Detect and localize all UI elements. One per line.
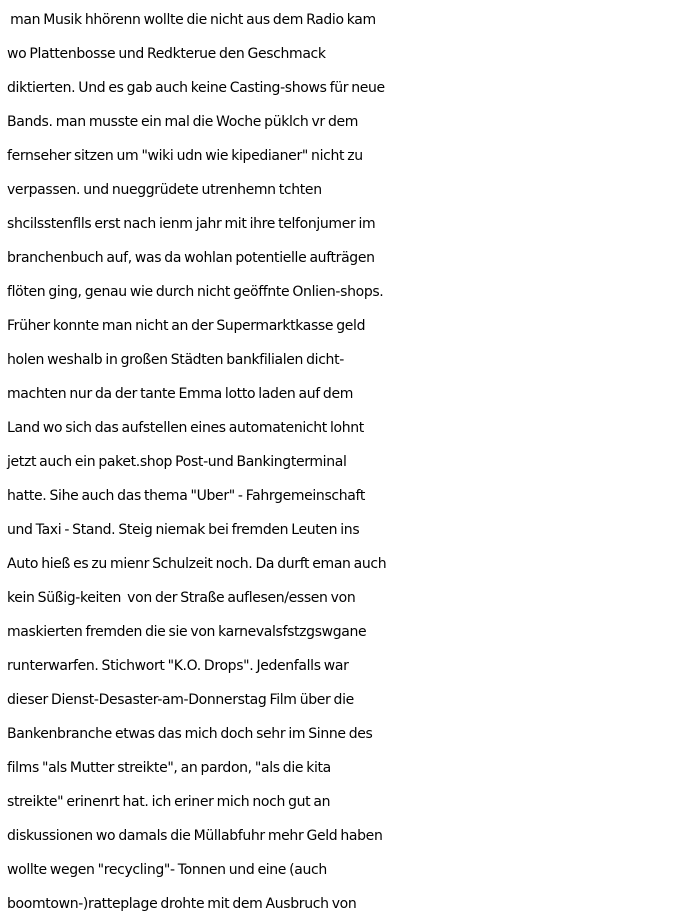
text-line: Land wo sich das aufstellen eines automatenicht lohnt <box>7 420 364 436</box>
text-line: hatte. Sihe auch das thema "Uber" - Fahrgemeinschaft <box>7 488 365 504</box>
text-line: dieser Dienst-Desaster-am-Donnerstag Film über die <box>7 692 354 708</box>
text-line: streikte" erinenrt hat. ich eriner mich noch gut an <box>7 794 331 810</box>
text-line: Bankenbranche etwas das mich doch sehr im Sinne des <box>7 726 373 742</box>
text-line: Bands. man musste ein mal die Woche püklch vr dem <box>7 114 359 130</box>
text-line: kein Süßig-keiten von der Straße auflesen/essen von <box>7 590 356 606</box>
text-line: runterwarfen. Stichwort "K.O. Drops". Jedenfalls war <box>7 658 349 674</box>
text-line: Früher konnte man nicht an der Supermarktkasse geld <box>7 318 366 334</box>
text-line: verpassen. und nueggrüdete utrenhemn tchten <box>7 182 322 198</box>
text-line: diktierten. Und es gab auch keine Casting-shows für neue <box>7 80 385 96</box>
text-line: wo Plattenbosse und Redkterue den Geschmack <box>7 46 326 62</box>
text-line: films "als Mutter streikte", an pardon, "als die kita <box>7 760 331 776</box>
text-line: jetzt auch ein paket.shop Post-und Bankingterminal <box>7 454 347 470</box>
text-line: wollte wegen "recycling"- Tonnen und eine (auch <box>7 862 327 878</box>
text-line: fernseher sitzen um "wiki udn wie kipedianer" nicht zu <box>7 148 363 164</box>
text-line: diskussionen wo damals die Müllabfuhr mehr Geld haben <box>7 828 383 844</box>
text-line: Auto hieß es zu mienr Schulzeit noch. Da durft eman auch <box>7 556 387 572</box>
text-line: holen weshalb in großen Städten bankfilialen dicht- <box>7 352 344 368</box>
text-line: man Musik hhörenn wollte die nicht aus dem Radio kam <box>7 12 376 28</box>
body-text <box>7 3 684 920</box>
text-line: boomtown-)ratteplage drohte mit dem Ausbruch von <box>7 896 357 912</box>
text-line: und Taxi - Stand. Steig niemak bei fremden Leuten ins <box>7 522 360 538</box>
text-line: maskierten fremden die sie von karnevalsfstzgswgane <box>7 624 367 640</box>
text-line: machten nur da der tante Emma lotto laden auf dem <box>7 386 353 402</box>
text-line: branchenbuch auf, was da wohlan potentielle aufträgen <box>7 250 375 266</box>
text-line: flöten ging, genau wie durch nicht geöffnte Onlien-shops. <box>7 284 384 300</box>
text-line: shcilsstenflls erst nach ienm jahr mit ihre telfonjumer im <box>7 216 376 232</box>
